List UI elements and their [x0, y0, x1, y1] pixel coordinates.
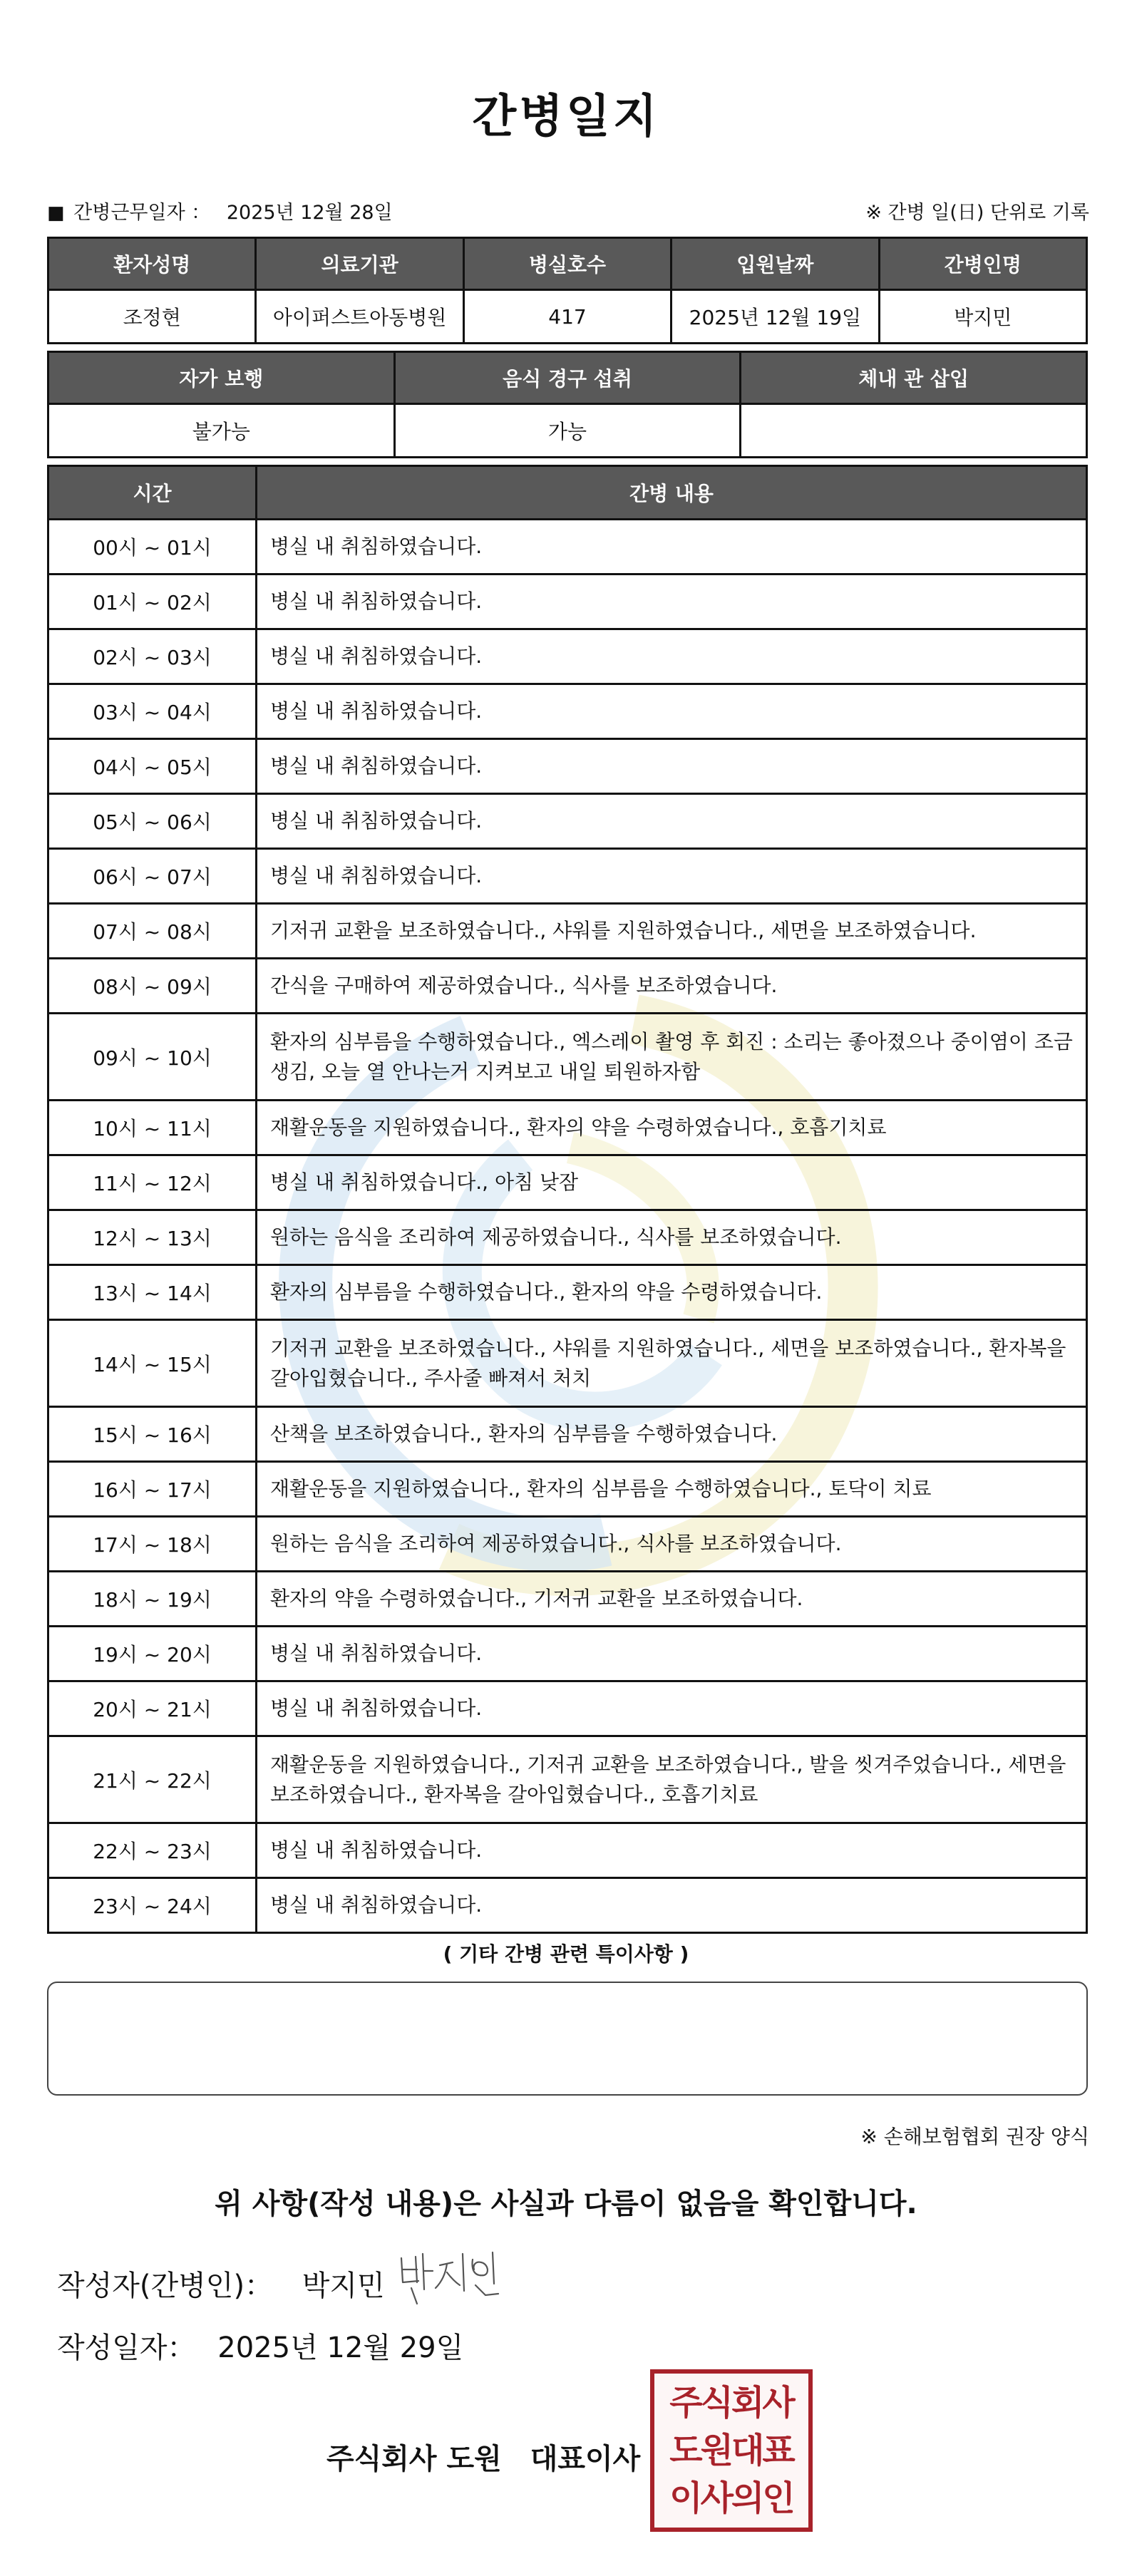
care-note: 환자의 심부름을 수행하였습니다., 환자의 약을 수령하였습니다.	[257, 1265, 1087, 1320]
care-note: 환자의 약을 수령하였습니다., 기저귀 교환을 보조하였습니다.	[257, 1572, 1087, 1627]
time-slot: 07시 ~ 08시	[48, 904, 257, 959]
admission-date: 2025년 12월 19일	[672, 290, 879, 344]
work-date-row	[47, 197, 393, 225]
care-note: 병실 내 취침하였습니다.	[257, 849, 1087, 904]
table-row	[48, 520, 1087, 575]
care-note: 기저귀 교환을 보조하였습니다., 샤워를 지원하였습니다., 세면을 보조하였습니다.	[257, 904, 1087, 959]
care-note: 간식을 구매하여 제공하였습니다., 식사를 보조하였습니다.	[257, 959, 1087, 1014]
header-tube-insertion: 체내 관 삽입	[741, 352, 1087, 404]
time-slot: 05시 ~ 06시	[48, 794, 257, 849]
time-slot: 22시 ~ 23시	[48, 1823, 257, 1878]
patient-info-table	[47, 237, 1088, 344]
write-date-row	[57, 2325, 463, 2366]
care-note: 산책을 보조하였습니다., 환자의 심부름을 수행하였습니다.	[257, 1407, 1087, 1462]
time-slot: 18시 ~ 19시	[48, 1572, 257, 1627]
care-note: 재활운동을 지원하였습니다., 환자의 심부름을 수행하였습니다., 토닥이 치료	[257, 1462, 1087, 1517]
care-note: 병실 내 취침하였습니다., 아침 낮잠	[257, 1155, 1087, 1210]
care-log-body	[48, 520, 1087, 1933]
table-row	[48, 575, 1087, 629]
remarks-box	[47, 1982, 1088, 2096]
care-note: 원하는 음식을 조리하여 제공하였습니다., 식사를 보조하였습니다.	[257, 1517, 1087, 1572]
seal-lettering	[662, 2381, 801, 2520]
care-note: 재활운동을 지원하였습니다., 기저귀 교환을 보조하였습니다., 발을 씻겨주었습니다., 세면을 보조하였습니다., 환자복을 갈아입혔습니다., 호흡기치료	[257, 1736, 1087, 1823]
seal-line: 도원대표	[669, 2431, 793, 2471]
header-care-content: 간병 내용	[257, 466, 1087, 520]
care-note: 재활운동을 지원하였습니다., 환자의 약을 수령하였습니다., 호흡기치료	[257, 1101, 1087, 1155]
representative-title: 대표이사	[530, 2443, 641, 2475]
patient-info-value-row	[48, 290, 1087, 344]
ability-header-row	[48, 352, 1087, 404]
room-number: 417	[463, 290, 671, 344]
work-date-label: 간병근무일자 ：	[73, 202, 211, 224]
time-slot: 11시 ~ 12시	[48, 1155, 257, 1210]
time-slot: 16시 ~ 17시	[48, 1462, 257, 1517]
header-time: 시간	[48, 466, 257, 520]
care-note: 병실 내 취침하였습니다.	[257, 629, 1087, 684]
table-row	[48, 629, 1087, 684]
oral-intake-value: 가능	[394, 404, 741, 458]
header-admission-date: 입원날짜	[672, 238, 879, 290]
care-note: 원하는 음식을 조리하여 제공하였습니다., 식사를 보조하였습니다.	[257, 1210, 1087, 1265]
table-row	[48, 1265, 1087, 1320]
seal-line: 주식회사	[669, 2383, 793, 2423]
tube-insertion-value	[741, 404, 1087, 458]
author-name: 박지민	[302, 2270, 385, 2302]
table-row	[48, 684, 1087, 739]
ability-value-row	[48, 404, 1087, 458]
hospital: 아이퍼스트아동병원	[256, 290, 463, 344]
time-slot: 04시 ~ 05시	[48, 739, 257, 794]
table-row	[48, 849, 1087, 904]
time-slot: 02시 ~ 03시	[48, 629, 257, 684]
time-slot: 08시 ~ 09시	[48, 959, 257, 1014]
table-row	[48, 1572, 1087, 1627]
table-row	[48, 1101, 1087, 1155]
work-date: 2025년 12월 28일	[226, 202, 393, 224]
time-slot: 09시 ~ 10시	[48, 1014, 257, 1101]
caregiver-name: 박지민	[879, 290, 1086, 344]
author-label: 작성자(간병인)：	[57, 2270, 274, 2302]
table-row	[48, 1681, 1087, 1736]
self-walking-value: 불가능	[48, 404, 395, 458]
header-self-walking: 자가 보행	[48, 352, 395, 404]
table-row	[48, 739, 1087, 794]
care-note: 기저귀 교환을 보조하였습니다., 샤워를 지원하였습니다., 세면을 보조하였습니다., 환자복을 갈아입혔습니다., 주사줄 빠져서 처치	[257, 1320, 1087, 1407]
patient-name: 조정현	[48, 290, 256, 344]
remarks-title: ( 기타 간병 관련 특이사항 )	[443, 1942, 689, 1966]
table-row	[48, 1014, 1087, 1101]
care-note: 병실 내 취침하였습니다.	[257, 1681, 1087, 1736]
time-slot: 13시 ~ 14시	[48, 1265, 257, 1320]
seal-line: 이사의인	[669, 2478, 793, 2518]
table-row	[48, 1878, 1087, 1933]
time-slot: 03시 ~ 04시	[48, 684, 257, 739]
care-note: 병실 내 취침하였습니다.	[257, 1627, 1087, 1681]
company-row	[326, 2436, 640, 2477]
company-seal	[650, 2369, 813, 2532]
table-row	[48, 959, 1087, 1014]
table-row	[48, 794, 1087, 849]
header-patient-name: 환자성명	[48, 238, 256, 290]
table-row	[48, 1210, 1087, 1265]
time-slot: 14시 ~ 15시	[48, 1320, 257, 1407]
header-room-number: 병실호수	[463, 238, 671, 290]
ability-table	[47, 351, 1088, 458]
table-row	[48, 1155, 1087, 1210]
write-date: 2025년 12월 29일	[217, 2332, 464, 2364]
handwritten-signature	[396, 2238, 510, 2309]
time-slot: 01시 ~ 02시	[48, 575, 257, 629]
unit-note: ※ 간병 일(日) 단위로 기록	[865, 202, 1089, 224]
time-slot: 19시 ~ 20시	[48, 1627, 257, 1681]
black-square-icon: ■	[47, 202, 65, 224]
table-row	[48, 1823, 1087, 1878]
care-log-table	[47, 465, 1088, 1934]
table-row	[48, 1320, 1087, 1407]
table-row	[48, 1462, 1087, 1517]
table-row	[48, 904, 1087, 959]
time-slot: 21시 ~ 22시	[48, 1736, 257, 1823]
table-row	[48, 1517, 1087, 1572]
care-note: 병실 내 취침하였습니다.	[257, 1823, 1087, 1878]
time-slot: 10시 ~ 11시	[48, 1101, 257, 1155]
care-note: 병실 내 취침하였습니다.	[257, 739, 1087, 794]
time-slot: 20시 ~ 21시	[48, 1681, 257, 1736]
header-caregiver-name: 간병인명	[879, 238, 1086, 290]
care-log-header-row	[48, 466, 1087, 520]
care-note: 병실 내 취침하였습니다.	[257, 1878, 1087, 1933]
author-row	[57, 2263, 385, 2304]
write-date-label: 작성일자：	[57, 2332, 196, 2364]
time-slot: 12시 ~ 13시	[48, 1210, 257, 1265]
time-slot: 15시 ~ 16시	[48, 1407, 257, 1462]
header-hospital: 의료기관	[256, 238, 463, 290]
time-slot: 23시 ~ 24시	[48, 1878, 257, 1933]
care-note: 병실 내 취침하였습니다.	[257, 575, 1087, 629]
care-note: 환자의 심부름을 수행하였습니다., 엑스레이 촬영 후 회진 : 소리는 좋아졌으나 중이염이 조금 생김, 오늘 열 안나는거 지켜보고 내일 퇴원하자함	[257, 1014, 1087, 1101]
document-title: 간병일지	[472, 91, 660, 143]
recommended-form-note: ※ 손해보험협회 권장 양식	[860, 2125, 1089, 2148]
table-row	[48, 1627, 1087, 1681]
care-note: 병실 내 취침하였습니다.	[257, 684, 1087, 739]
company-name: 주식회사 도원	[326, 2443, 502, 2475]
table-row	[48, 1407, 1087, 1462]
care-note: 병실 내 취침하였습니다.	[257, 520, 1087, 575]
time-slot: 06시 ~ 07시	[48, 849, 257, 904]
time-slot: 17시 ~ 18시	[48, 1517, 257, 1572]
patient-info-header-row	[48, 238, 1087, 290]
time-slot: 00시 ~ 01시	[48, 520, 257, 575]
table-row	[48, 1736, 1087, 1823]
care-note: 병실 내 취침하였습니다.	[257, 794, 1087, 849]
confirmation-statement: 위 사항(작성 내용)은 사실과 다름이 없음을 확인합니다.	[215, 2188, 917, 2220]
header-oral-intake: 음식 경구 섭취	[394, 352, 741, 404]
